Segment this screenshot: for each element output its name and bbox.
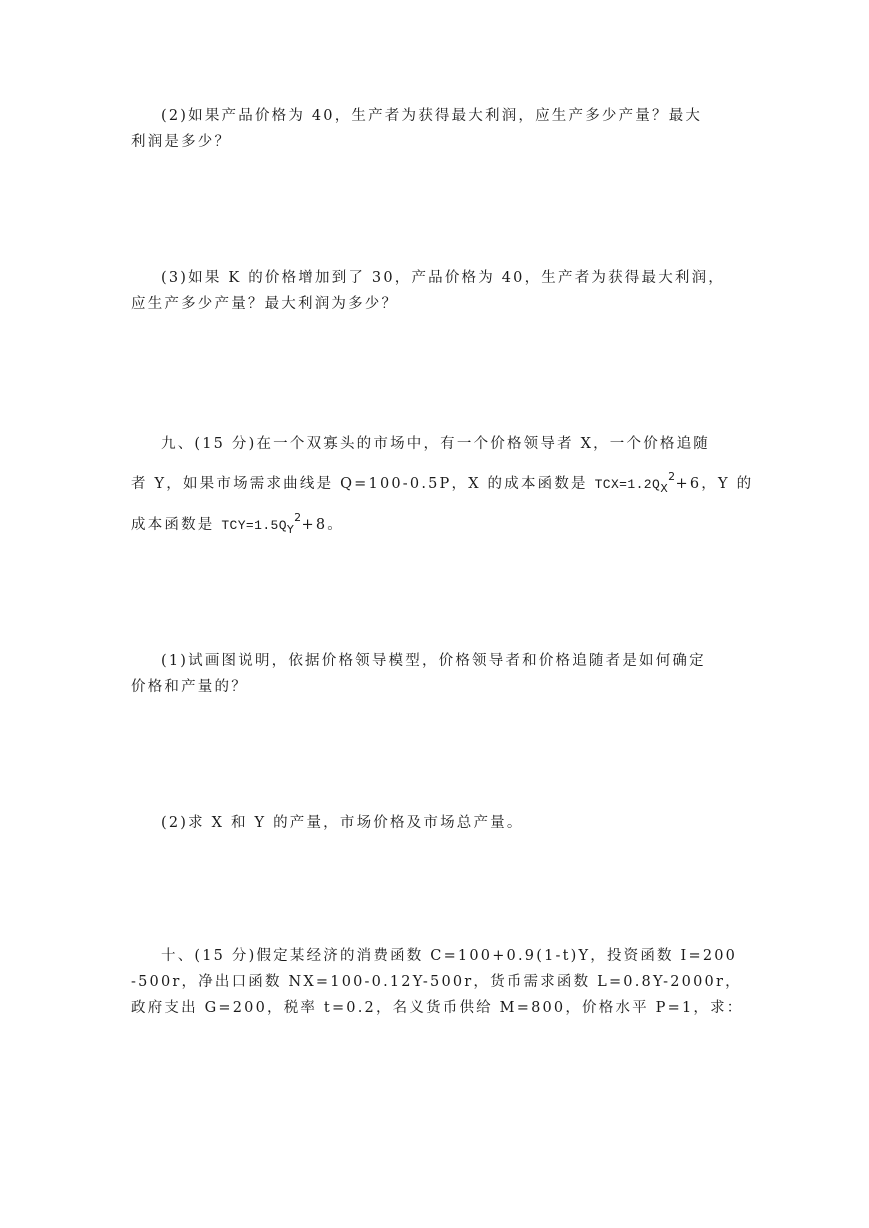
text-segment: 成本函数是: [131, 517, 222, 533]
text-line: 利润是多少？: [131, 134, 232, 150]
text-line: [131, 464, 754, 505]
formula-subscript: X: [660, 482, 669, 495]
text-segment: +6，Y 的: [675, 476, 754, 492]
question-9-part-2: [131, 810, 735, 836]
formula-text: TCX=1.2Q: [594, 477, 661, 492]
text-line: 十、(15 分)假定某经济的消费函数 C=100+0.9(1-t)Y，投资函数 I=200: [161, 948, 738, 964]
text-line: (2)求 X 和 Y 的产量，市场价格及市场总产量。: [161, 815, 524, 831]
cost-function-x: [594, 470, 676, 495]
text-line: 价格和产量的？: [131, 679, 248, 695]
text-line: [131, 505, 735, 546]
text-line: 九、(15 分)在一个双寡头的市场中，有一个价格领导者 X，一个价格追随: [161, 436, 711, 452]
formula-superscript: 2: [294, 511, 302, 524]
question-10: [131, 943, 744, 1021]
text-segment: 者 Y，如果市场需求曲线是 Q=100-0.5P，X 的成本函数是: [131, 476, 595, 492]
text-line: 应生产多少产量？最大利润为多少？: [131, 296, 399, 312]
question-8-part-2: [131, 103, 735, 155]
text-line: -500r，净出口函数 NX=100-0.12Y-500r，货币需求函数 L=0.8Y-2000r，: [131, 974, 742, 990]
cost-function-y: [221, 511, 302, 536]
text-line: 政府支出 G=200，税率 t=0.2，名义货币供给 M=800，价格水平 P=1，求：: [131, 1000, 744, 1016]
text-segment: +8。: [301, 517, 344, 533]
question-8-part-3: [131, 265, 735, 317]
question-9: [131, 424, 754, 546]
formula-superscript: 2: [668, 470, 676, 483]
question-9-part-1: [131, 648, 735, 700]
formula-subscript: Y: [286, 523, 295, 536]
formula-text: TCY=1.5Q: [221, 518, 287, 533]
text-line: (2)如果产品价格为 40，生产者为获得最大利润，应生产多少产量？最大: [161, 108, 703, 124]
text-line: (3)如果 K 的价格增加到了 30，产品价格为 40，生产者为获得最大利润，: [161, 270, 726, 286]
text-line: (1)试画图说明，依据价格领导模型，价格领导者和价格追随者是如何确定: [161, 653, 706, 669]
